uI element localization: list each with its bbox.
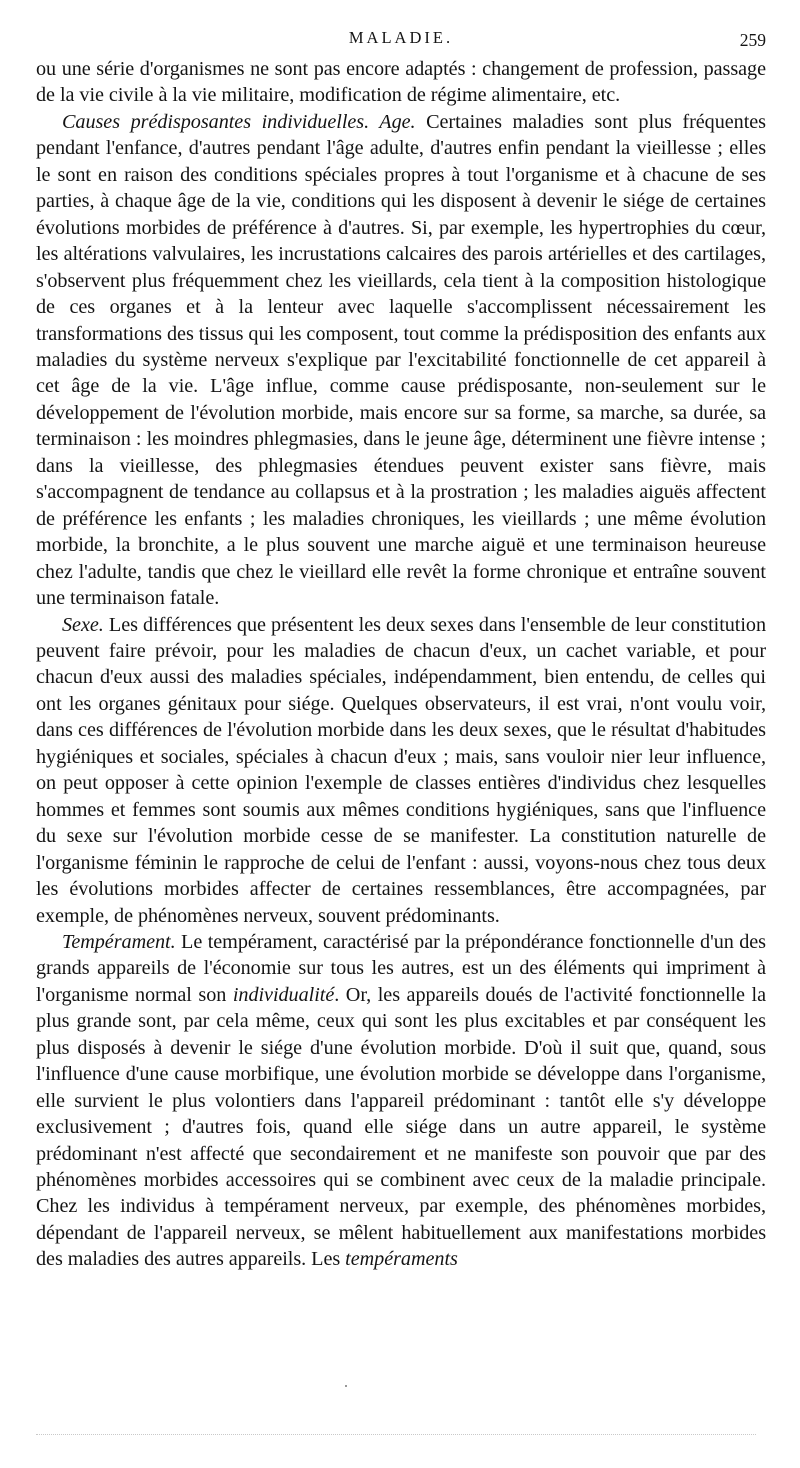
section-heading-sexe: Sexe.: [62, 613, 104, 636]
emphasis-individualite: individualité: [232, 983, 335, 1006]
page-number: 259: [739, 30, 766, 50]
print-speck: [345, 1385, 347, 1387]
section-heading-age: Causes prédisposantes individuelles. Age.: [62, 110, 416, 133]
emphasis-temperaments: tempéraments: [345, 1248, 458, 1271]
paragraph-intro: [36, 56, 766, 109]
page-bottom-rule: [36, 1434, 756, 1435]
paragraph-text: . Or, les appareils doués de l'activité fonctionnelle la plus grande sont, par cela même, ceux qui sont les plus excitables et par conséquent les plus disposés à devenir le siége d'une évolution morbide. D'où il suit que, quand, sous l'influence d'une cause morbifique, une évolution morbide se développe dans l'organisme, elle survient le plus volontiers dans l'appareil prédominant : tantôt elle s'y développe exclusivement ; d'autres fois, quand elle siége dans un autre appareil, le système prédominant n'est affecté que secondairement et ne manifeste son pouvoir que par des phénomènes morbides accessoires qui se combinent avec ceux de la maladie principale. Chez les individus à tempérament nerveux, par exemple, des phénomènes morbides, dépendant de l'appareil nerveux, se mêlent habituellement aux manifestations morbides des maladies des autres appareils. Les: [36, 983, 766, 1271]
section-heading-temperament: Tempérament.: [62, 930, 176, 953]
paragraph-text: Les différences que présentent les deux sexes dans l'ensemble de leur constitution peuvent faire prévoir, pour les maladies de chacun d'eux, un cachet variable, et pour chacun d'eux aussi des maladies spéciales, indépendamment, bien entendu, de celles qui ont les organes génitaux pour siége. Quelques observateurs, il est vrai, n'ont voulu voir, dans ces différences de l'évolution morbide dans les deux sexes, que le résultat d'habitudes hygiéniques et sociales, spéciales à chacun d'eux ; mais, sans vouloir nier leur influence, on peut opposer à cette opinion l'exemple de classes entières d'individus chez lesquelles hommes et femmes sont soumis aux mêmes conditions hygiéniques, sans que l'influence du sexe sur l'évolution morbide cesse de se manifester. La constitution naturelle de l'organisme féminin le rapproche de celui de l'enfant : aussi, voyons-nous chez tous deux les évolutions morbides affecter de certaines ressemblances, être accompagnées, par exemple, de phénomènes nerveux, souvent prédominants.: [36, 613, 766, 927]
paragraph-text: ou une série d'organismes ne sont pas encore adaptés : changement de profession, passage de la vie civile à la vie militaire, modification de régime alimentaire, etc.: [36, 58, 766, 107]
paragraph-age: [36, 109, 766, 612]
paragraph-temperament: [36, 929, 766, 1273]
paragraph-text: Le tempérament, caractérisé par la prépondérance fonctionnelle d'un des grands appareils de l'économie sur tous les autres, est un des éléments qui impriment à l'organisme normal son: [36, 930, 766, 1006]
page-header: [36, 0, 766, 56]
body-text: [36, 56, 766, 1273]
book-page: [36, 0, 766, 1273]
paragraph-sexe: [36, 612, 766, 929]
running-title: MALADIE.: [348, 28, 454, 47]
paragraph-text: Certaines maladies sont plus fréquentes pendant l'enfance, d'autres pendant l'âge adulte, d'autres enfin pendant la vieillesse ; elles le sont en raison des conditions spéciales propres à tout l'organisme et à chacune de ses parties, à chaque âge de la vie, conditions qui les disposent à devenir le siége de certaines évolutions morbides de préférence à d'autres. Si, par exemple, les hypertrophies du cœur, les altérations valvulaires, les incrustations calcaires des parois artérielles et des cartilages, s'observent plus fréquemment chez les vieillards, cela tient à la composition histologique de ces organes et à la lenteur avec laquelle s'accomplissent nécessairement les transformations des tissus qui les composent, tout comme la prédisposition des enfants aux maladies du système nerveux s'explique par l'excitabilité fonctionnelle de cet appareil à cet âge de la vie. L'âge influe, comme cause prédisposante, non-seulement sur le développement de l'évolution morbide, mais encore sur sa forme, sa marche, sa durée, sa terminaison : les moindres phlegmasies, dans le jeune âge, déterminent une fièvre intense ; dans la vieillesse, des phlegmasies étendues peuvent exister sans fièvre, mais s'accompagnent de tendance au collapsus et à la prostration ; les maladies aiguës affectent de préférence les enfants ; les maladies chroniques, les vieillards ; une même évolution morbide, la bronchite, a le plus souvent une marche aiguë et une terminaison heureuse chez l'adulte, tandis que chez le vieillard elle revêt la forme chronique et entraîne souvent une terminaison fatale.: [36, 110, 766, 610]
